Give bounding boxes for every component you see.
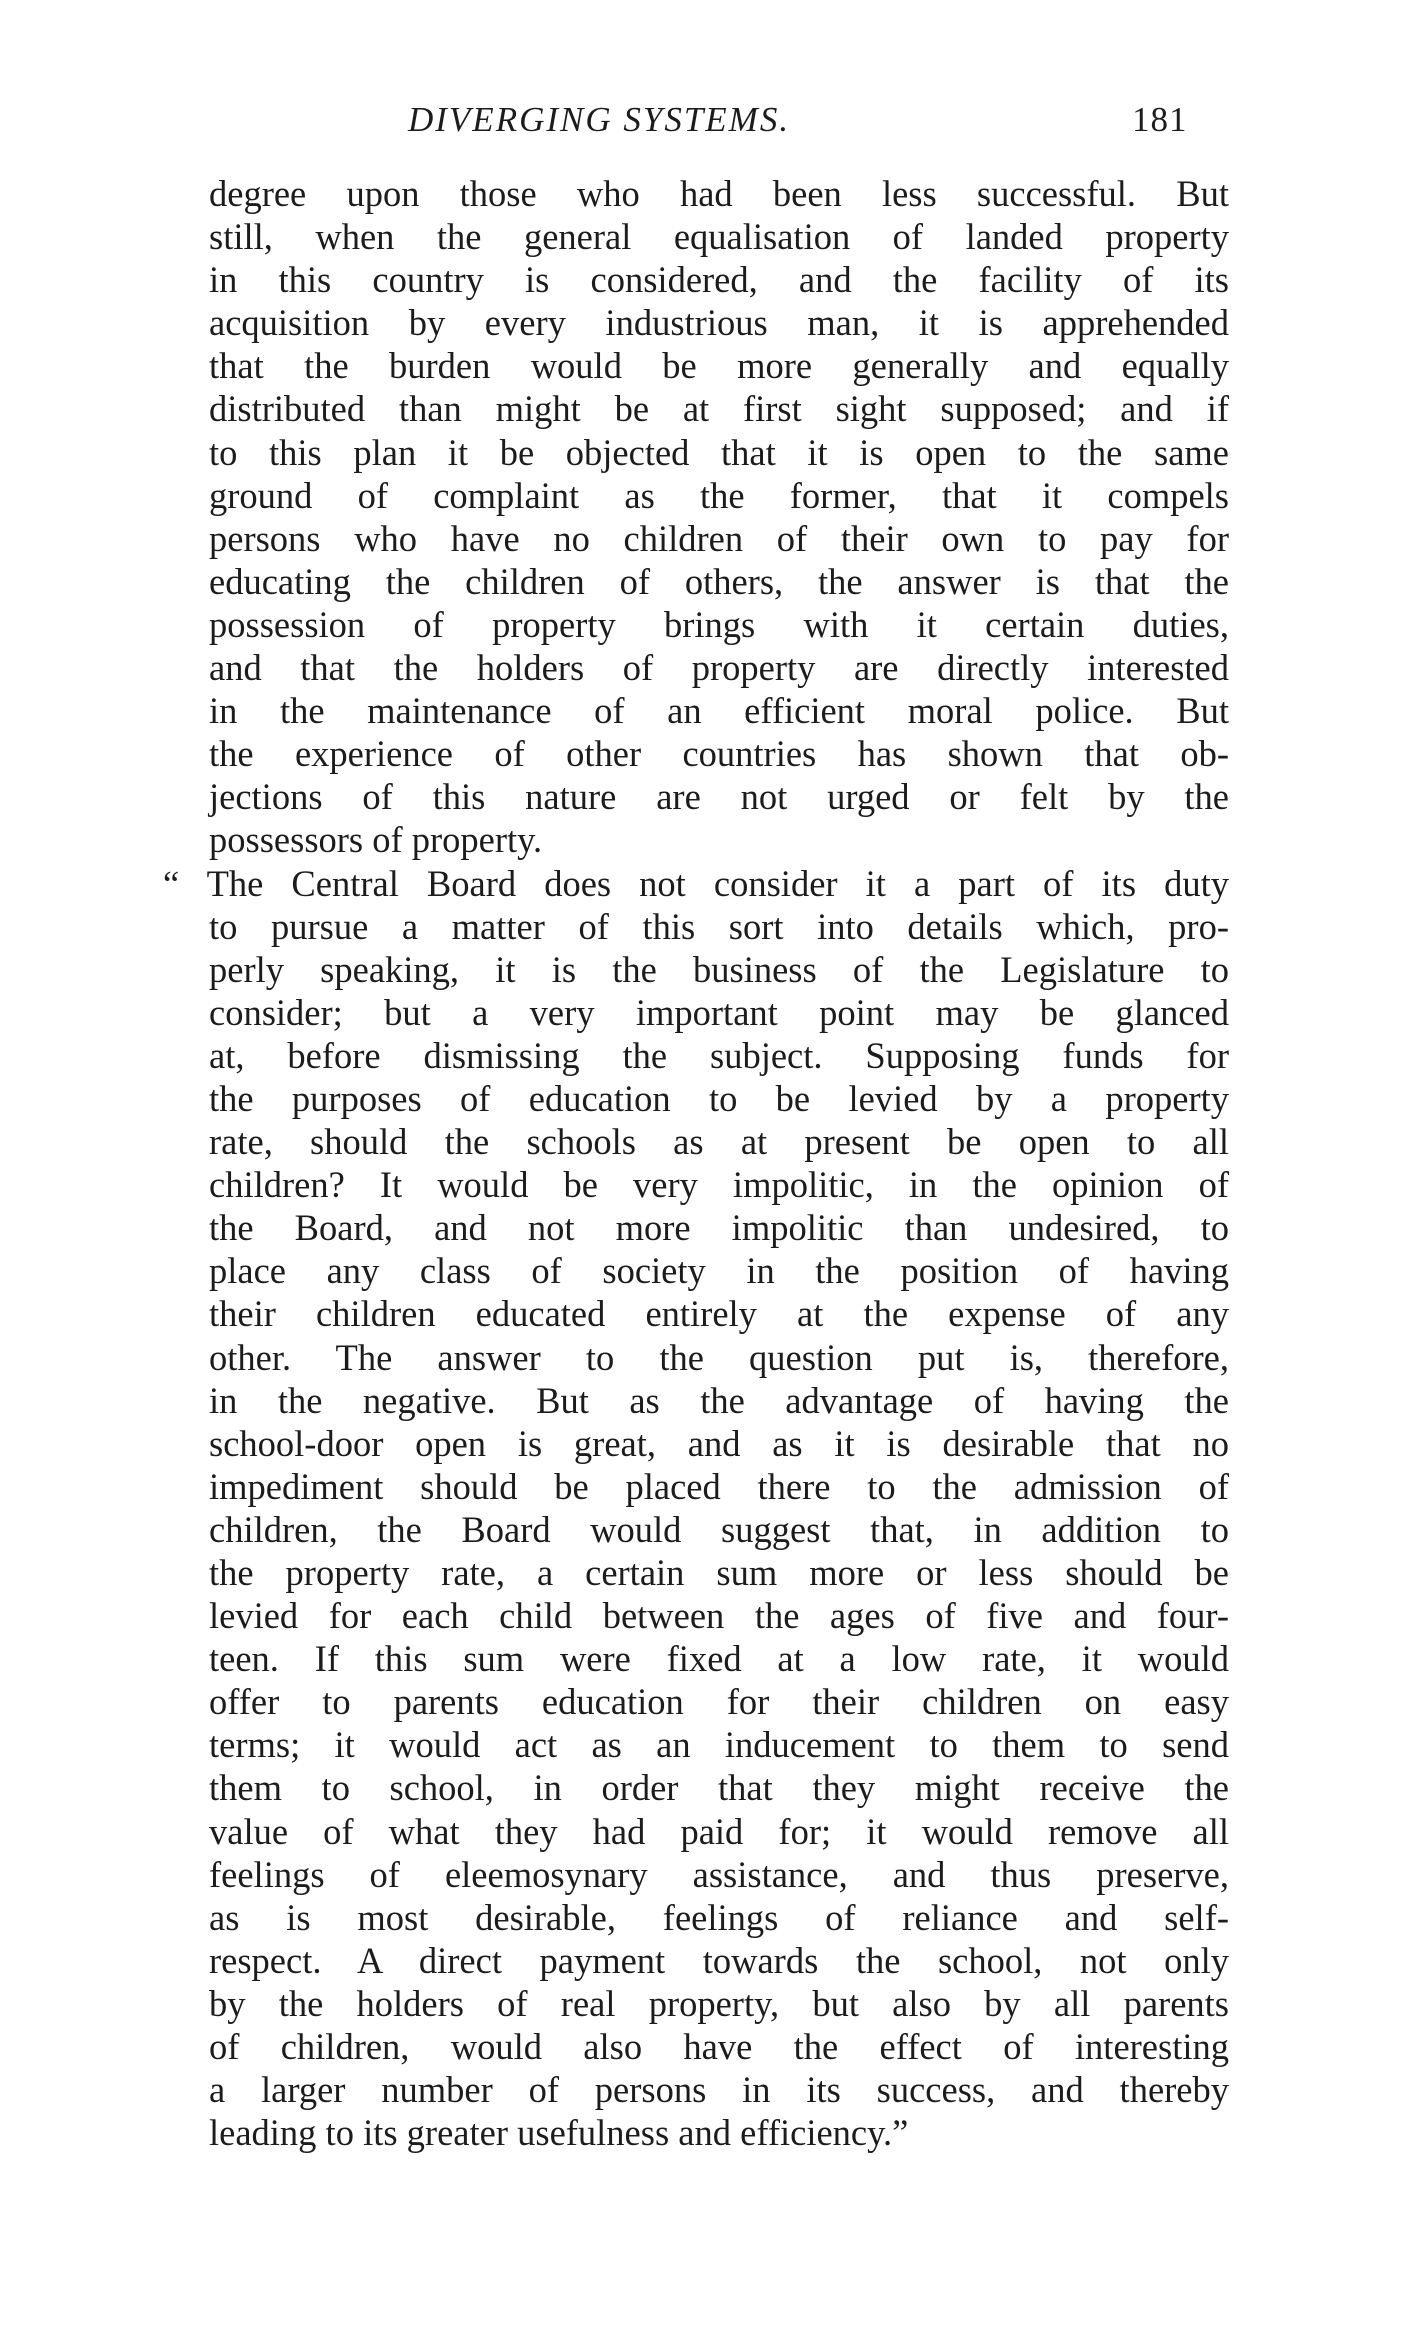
text-line: feelings of eleemosynary assistance, and thus preserve,	[209, 1853, 1229, 1895]
text-line: terms; it would act as an inducement to them to send	[209, 1724, 1229, 1766]
page-number: 181	[1132, 100, 1188, 139]
text-line: by the holders of real property, but also by all parents	[209, 1982, 1229, 2024]
text-line: the Board, and not more impolitic than undesired, to	[209, 1207, 1229, 1249]
text-line: levied for each child between the ages of five and four-	[209, 1595, 1229, 1637]
text-line: the experience of other countries has shown that ob-	[209, 733, 1229, 775]
text-line: acquisition by every industrious man, it is apprehended	[209, 302, 1229, 344]
text-line: educating the children of others, the answer is that the	[209, 560, 1229, 602]
text-line: them to school, in order that they might receive the	[209, 1767, 1229, 1809]
text-line: in the negative. But as the advantage of having the	[209, 1379, 1229, 1421]
text-line: in this country is considered, and the facility of its	[209, 259, 1229, 301]
text-line: at, before dismissing the subject. Supposing funds for	[209, 1034, 1229, 1076]
text-line: consider; but a very important point may be glanced	[209, 991, 1229, 1033]
paragraph-continuation	[209, 172, 1229, 862]
text-line: as is most desirable, feelings of reliance and self-	[209, 1896, 1229, 1938]
text-line: respect. A direct payment towards the school, not only	[209, 1939, 1229, 1981]
text-line: leading to its greater usefulness and efficiency.”	[209, 2112, 909, 2154]
text-line: still, when the general equalisation of landed property	[209, 216, 1229, 258]
text-line: children, the Board would suggest that, in addition to	[209, 1508, 1229, 1550]
text-line: and that the holders of property are directly interested	[209, 647, 1229, 689]
running-title: DIVERGING SYSTEMS.	[408, 100, 791, 139]
text-line: a larger number of persons in its success, and thereby	[209, 2069, 1229, 2111]
running-head	[0, 100, 1406, 160]
text-line: the purposes of education to be levied by a property	[209, 1077, 1229, 1119]
text-line: degree upon those who had been less successful. But	[209, 173, 1229, 214]
text-line: the property rate, a certain sum more or less should be	[209, 1552, 1229, 1593]
text-line: jections of this nature are not urged or felt by the	[209, 776, 1229, 818]
text-line: other. The answer to the question put is, therefore,	[209, 1336, 1229, 1378]
text-line: to pursue a matter of this sort into details which, pro-	[209, 905, 1229, 947]
text-line: possessors of property.	[209, 819, 543, 861]
text-line: in the maintenance of an efficient moral police. But	[209, 690, 1229, 732]
text-line: impediment should be placed there to the admission of	[209, 1465, 1229, 1507]
text-line: children? It would be very impolitic, in the opinion of	[209, 1164, 1229, 1206]
text-line: offer to parents education for their children on easy	[209, 1681, 1229, 1723]
text-line: teen. If this sum were fixed at a low rate, it would	[209, 1638, 1229, 1680]
text-line: place any class of society in the position of having	[209, 1250, 1229, 1292]
text-line: ground of complaint as the former, that it compels	[209, 474, 1229, 516]
text-line: rate, should the schools as at present be open to all	[209, 1121, 1229, 1163]
text-line: perly speaking, it is the business of the Legislature to	[209, 948, 1229, 990]
text-line: distributed than might be at first sight supposed; and if	[209, 388, 1229, 430]
text-line: to this plan it be objected that it is open to the same	[209, 431, 1229, 473]
text-line: “ The Central Board does not consider it a part of its duty	[163, 862, 1229, 904]
text-line: their children educated entirely at the expense of any	[209, 1293, 1229, 1335]
text-line: possession of property brings with it certain duties,	[209, 603, 1229, 645]
body-text	[163, 172, 1229, 2154]
text-line: persons who have no children of their own to pay for	[209, 517, 1229, 559]
paragraph-central-board-quote	[163, 862, 1229, 2155]
text-line: value of what they had paid for; it would remove all	[209, 1810, 1229, 1852]
text-line: that the burden would be more generally and equally	[209, 345, 1229, 387]
text-line: of children, would also have the effect of interesting	[209, 2026, 1229, 2068]
text-line: school-door open is great, and as it is desirable that no	[209, 1422, 1229, 1464]
